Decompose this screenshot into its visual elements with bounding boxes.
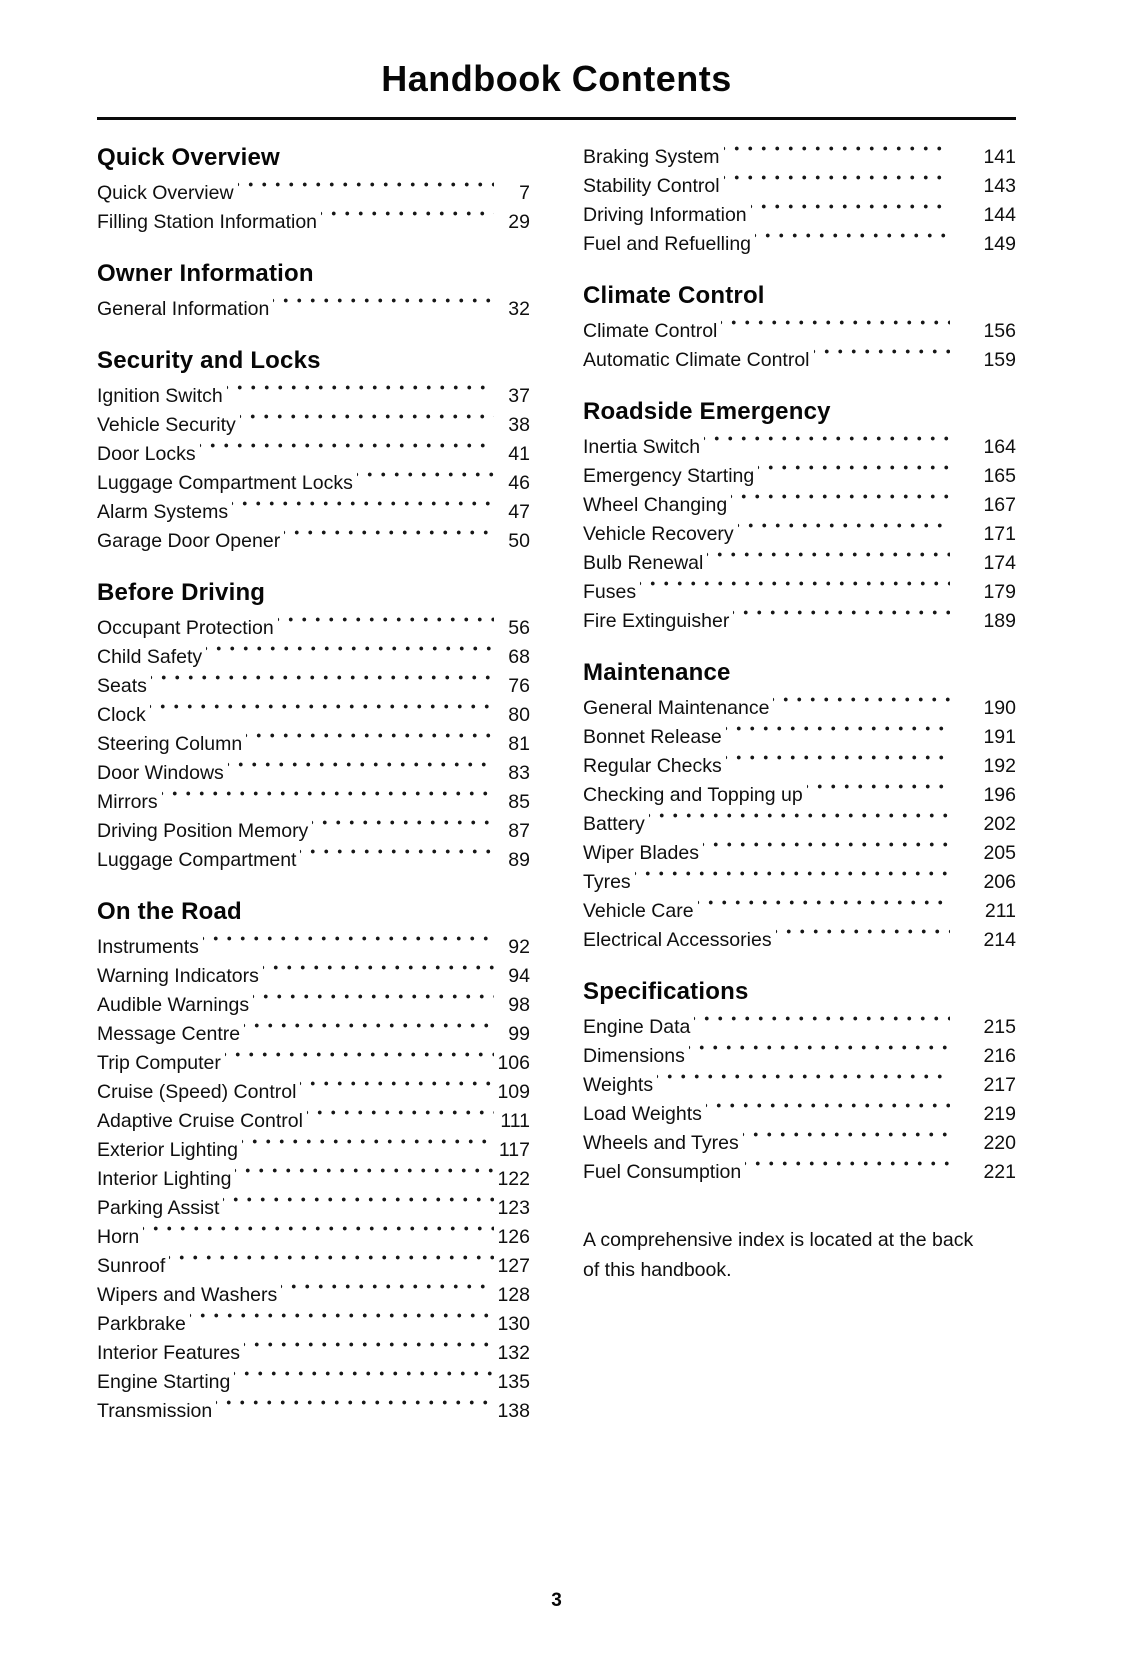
- toc-item-page: 214: [983, 929, 1016, 951]
- toc-item-list: [583, 143, 1016, 259]
- dot-leader: [143, 1223, 494, 1252]
- dot-leader: [758, 462, 950, 491]
- toc-item: [97, 527, 530, 556]
- toc-item: [97, 730, 530, 759]
- toc-item-page: 50: [508, 530, 530, 552]
- toc-item-page: 217: [983, 1074, 1016, 1096]
- toc-item-page: 83: [508, 762, 530, 784]
- toc-item-label: Fuses: [583, 581, 637, 603]
- toc-item: [97, 1049, 530, 1078]
- section-heading: Security and Locks: [97, 347, 321, 374]
- dot-leader: [745, 1158, 950, 1187]
- toc-item: [583, 781, 1016, 810]
- toc-item-page: 141: [983, 146, 1016, 168]
- toc-item: [97, 701, 530, 730]
- dot-leader: [232, 498, 494, 527]
- toc-item: [583, 578, 1016, 607]
- dot-leader: [703, 839, 950, 868]
- toc-item: [97, 1281, 530, 1310]
- toc-item-label: Luggage Compartment Locks: [97, 472, 353, 494]
- title-rule: [97, 117, 1016, 120]
- toc-item-label: Garage Door Opener: [97, 530, 281, 552]
- toc-item-label: Checking and Topping up: [583, 784, 803, 806]
- toc-section-security-and-locks: [97, 346, 530, 556]
- toc-item-label: Horn: [97, 1226, 140, 1248]
- dot-leader: [698, 897, 950, 926]
- toc-section-continued: [583, 143, 1016, 259]
- toc-item: [97, 1165, 530, 1194]
- toc-item: [583, 897, 1016, 926]
- toc-item-page: 109: [497, 1081, 530, 1103]
- toc-item-label: Automatic Climate Control: [583, 349, 810, 371]
- toc-item-page: 41: [508, 443, 530, 465]
- toc-item-label: Luggage Compartment: [97, 849, 297, 871]
- dot-leader: [751, 201, 950, 230]
- toc-item-page: 94: [508, 965, 530, 987]
- toc-item-page: 123: [497, 1197, 530, 1219]
- toc-item-label: Wheel Changing: [583, 494, 728, 516]
- toc-item-label: Parkbrake: [97, 1313, 186, 1335]
- section-heading: On the Road: [97, 898, 242, 925]
- dot-leader: [216, 1397, 494, 1426]
- toc-item-page: 191: [983, 726, 1016, 748]
- dot-leader: [731, 491, 950, 520]
- toc-item-page: 127: [497, 1255, 530, 1277]
- toc-item-list: [97, 179, 530, 237]
- toc-item-list: [583, 433, 1016, 636]
- toc-item: [97, 1223, 530, 1252]
- section-heading: Owner Information: [97, 260, 314, 287]
- toc-item-page: 215: [983, 1016, 1016, 1038]
- toc-item-page: 174: [983, 552, 1016, 574]
- toc-item: [583, 172, 1016, 201]
- toc-item: [97, 1339, 530, 1368]
- dot-leader: [706, 1100, 950, 1129]
- toc-item-page: 149: [983, 233, 1016, 255]
- toc-item-label: Sunroof: [97, 1255, 166, 1277]
- toc-sections-left: [97, 143, 530, 1426]
- toc-section-roadside-emergency: [583, 397, 1016, 636]
- dot-leader: [300, 846, 494, 875]
- toc-item: [583, 433, 1016, 462]
- toc-item-page: 164: [983, 436, 1016, 458]
- toc-item-label: Vehicle Security: [97, 414, 236, 436]
- toc-item: [583, 1042, 1016, 1071]
- toc-item-page: 7: [519, 182, 530, 204]
- dot-leader: [640, 578, 950, 607]
- toc-item-label: Cruise (Speed) Control: [97, 1081, 297, 1103]
- toc-item-label: Driving Position Memory: [97, 820, 309, 842]
- toc-item-list: [97, 295, 530, 324]
- dot-leader: [263, 962, 494, 991]
- toc-item-label: Wiper Blades: [583, 842, 699, 864]
- section-heading: Before Driving: [97, 579, 266, 606]
- toc-item-list: [97, 933, 530, 1426]
- dot-leader: [228, 759, 494, 788]
- toc-item-label: Climate Control: [583, 320, 718, 342]
- toc-section-maintenance: [583, 658, 1016, 955]
- dot-leader: [689, 1042, 950, 1071]
- toc-item-page: 68: [508, 646, 530, 668]
- toc-item: [97, 991, 530, 1020]
- toc-item-page: 165: [983, 465, 1016, 487]
- toc-item-page: 216: [983, 1045, 1016, 1067]
- dot-leader: [321, 208, 494, 237]
- toc-item-label: Door Locks: [97, 443, 196, 465]
- toc-item: [97, 498, 530, 527]
- toc-item: [97, 440, 530, 469]
- toc-item-page: 126: [497, 1226, 530, 1248]
- page-number: 3: [551, 1590, 562, 1611]
- toc-item-label: Exterior Lighting: [97, 1139, 238, 1161]
- toc-item-label: Inertia Switch: [583, 436, 701, 458]
- toc-item-label: Instruments: [97, 936, 199, 958]
- dot-leader: [743, 1129, 950, 1158]
- dot-leader: [733, 607, 950, 636]
- dot-leader: [724, 143, 950, 172]
- toc-item-label: Wipers and Washers: [97, 1284, 278, 1306]
- toc-item: [583, 520, 1016, 549]
- toc-item-page: 81: [508, 733, 530, 755]
- toc-section-climate-control: [583, 281, 1016, 375]
- dot-leader: [312, 817, 494, 846]
- toc-item-label: Trip Computer: [97, 1052, 221, 1074]
- toc-item-page: 202: [983, 813, 1016, 835]
- toc-item-label: Ignition Switch: [97, 385, 223, 407]
- toc-item-label: Alarm Systems: [97, 501, 229, 523]
- dot-leader: [278, 614, 494, 643]
- toc-item-page: 98: [508, 994, 530, 1016]
- dot-leader: [253, 991, 494, 1020]
- toc-item-label: Door Windows: [97, 762, 224, 784]
- toc-item-page: 135: [497, 1371, 530, 1393]
- toc-item: [583, 462, 1016, 491]
- toc-item: [97, 759, 530, 788]
- dot-leader: [738, 520, 950, 549]
- dot-leader: [707, 549, 950, 578]
- toc-item-page: 128: [497, 1284, 530, 1306]
- toc-item-label: Regular Checks: [583, 755, 722, 777]
- dot-leader: [307, 1107, 494, 1136]
- toc-item: [583, 1100, 1016, 1129]
- toc-item: [583, 317, 1016, 346]
- toc-item-label: Filling Station Information: [97, 211, 318, 233]
- toc-item-page: 144: [983, 204, 1016, 226]
- toc-item-label: Load Weights: [583, 1103, 702, 1125]
- dot-leader: [234, 1368, 494, 1397]
- toc-item-label: General Maintenance: [583, 697, 770, 719]
- toc-item-page: 56: [508, 617, 530, 639]
- toc-item-label: Fire Extinguisher: [583, 610, 730, 632]
- toc-item: [583, 723, 1016, 752]
- toc-item-page: 138: [497, 1400, 530, 1422]
- toc-item-page: 122: [497, 1168, 530, 1190]
- dot-leader: [657, 1071, 950, 1100]
- toc-item: [583, 143, 1016, 172]
- toc-item: [97, 1194, 530, 1223]
- toc-item-label: Child Safety: [97, 646, 203, 668]
- dot-leader: [246, 730, 494, 759]
- toc-item-label: Quick Overview: [97, 182, 234, 204]
- toc-item-page: 189: [983, 610, 1016, 632]
- toc-item-label: Occupant Protection: [97, 617, 274, 639]
- toc-item: [97, 1020, 530, 1049]
- toc-item-page: 179: [983, 581, 1016, 603]
- toc-item-page: 80: [508, 704, 530, 726]
- toc-item: [97, 1310, 530, 1339]
- toc-item-label: Bonnet Release: [583, 726, 722, 748]
- toc-item-page: 167: [983, 494, 1016, 516]
- toc-item-list: [583, 317, 1016, 375]
- toc-item-page: 156: [983, 320, 1016, 342]
- toc-item: [583, 1129, 1016, 1158]
- toc-item-label: Transmission: [97, 1400, 213, 1422]
- toc-item: [583, 810, 1016, 839]
- toc-item-page: 85: [508, 791, 530, 813]
- section-heading: Maintenance: [583, 659, 731, 686]
- dot-leader: [151, 672, 494, 701]
- toc-item-page: 130: [497, 1313, 530, 1335]
- toc-item: [97, 672, 530, 701]
- toc-item: [97, 1368, 530, 1397]
- toc-item-label: Stability Control: [583, 175, 720, 197]
- toc-item: [97, 962, 530, 991]
- toc-item: [97, 643, 530, 672]
- toc-item: [583, 839, 1016, 868]
- toc-item-label: Electrical Accessories: [583, 929, 772, 951]
- toc-item-page: 117: [498, 1139, 530, 1161]
- toc-item-label: Wheels and Tyres: [583, 1132, 739, 1154]
- toc-item-label: Emergency Starting: [583, 465, 755, 487]
- dot-leader: [235, 1165, 494, 1194]
- toc-item-page: 206: [983, 871, 1016, 893]
- dot-leader: [694, 1013, 950, 1042]
- toc-item-label: Warning Indicators: [97, 965, 259, 987]
- toc-item: [583, 549, 1016, 578]
- dot-leader: [169, 1252, 494, 1281]
- toc-item-page: 221: [983, 1161, 1016, 1183]
- toc-item-page: 219: [983, 1103, 1016, 1125]
- toc-item: [97, 295, 530, 324]
- toc-item-page: 196: [983, 784, 1016, 806]
- dot-leader: [242, 1136, 494, 1165]
- toc-item-label: Bulb Renewal: [583, 552, 704, 574]
- toc-item: [97, 614, 530, 643]
- section-heading: Quick Overview: [97, 144, 280, 171]
- dot-leader: [190, 1310, 494, 1339]
- dot-leader: [300, 1078, 494, 1107]
- toc-item-list: [583, 694, 1016, 955]
- toc-item: [583, 694, 1016, 723]
- toc-item-label: Tyres: [583, 871, 631, 893]
- toc-item-label: Adaptive Cruise Control: [97, 1110, 303, 1132]
- dot-leader: [162, 788, 494, 817]
- dot-leader: [200, 440, 494, 469]
- dot-leader: [227, 382, 494, 411]
- index-note: A comprehensive index is located at the back of this handbook.: [583, 1229, 974, 1281]
- toc-section-specifications: [583, 977, 1016, 1187]
- toc-item-label: Fuel Consumption: [583, 1161, 742, 1183]
- toc-item: [583, 201, 1016, 230]
- toc-item: [97, 1136, 530, 1165]
- toc-item: [97, 411, 530, 440]
- toc-item-page: 220: [983, 1132, 1016, 1154]
- toc-item-list: [583, 1013, 1016, 1187]
- toc-item-page: 106: [497, 1052, 530, 1074]
- dot-leader: [240, 411, 494, 440]
- dot-leader: [776, 926, 950, 955]
- toc-item-page: 111: [500, 1110, 530, 1132]
- toc-item: [97, 1078, 530, 1107]
- toc-item-list: [97, 614, 530, 875]
- dot-leader: [807, 781, 950, 810]
- toc-item: [97, 179, 530, 208]
- toc-item-page: 205: [983, 842, 1016, 864]
- toc-item: [97, 788, 530, 817]
- toc-item: [97, 846, 530, 875]
- dot-leader: [206, 643, 494, 672]
- toc-item: [583, 868, 1016, 897]
- section-heading: Specifications: [583, 978, 749, 1005]
- toc-item-label: Engine Starting: [97, 1371, 231, 1393]
- toc-item-page: 132: [497, 1342, 530, 1364]
- toc-item-label: Seats: [97, 675, 147, 697]
- toc-item-label: Vehicle Recovery: [583, 523, 734, 545]
- toc-columns: [97, 143, 1016, 1426]
- toc-item-page: 211: [984, 900, 1016, 922]
- toc-item-label: Engine Data: [583, 1016, 691, 1038]
- toc-item-page: 159: [983, 349, 1016, 371]
- toc-item: [583, 491, 1016, 520]
- toc-item: [583, 1071, 1016, 1100]
- toc-item: [97, 208, 530, 237]
- toc-item-page: 92: [508, 936, 530, 958]
- toc-item-label: Battery: [583, 813, 645, 835]
- toc-item: [97, 817, 530, 846]
- dot-leader: [225, 1049, 494, 1078]
- toc-item-page: 87: [508, 820, 530, 842]
- toc-item-label: Braking System: [583, 146, 720, 168]
- dot-leader: [721, 317, 950, 346]
- toc-item-page: 46: [508, 472, 530, 494]
- toc-item-label: Interior Lighting: [97, 1168, 232, 1190]
- toc-item: [583, 346, 1016, 375]
- toc-item: [97, 1252, 530, 1281]
- toc-item-page: 190: [983, 697, 1016, 719]
- dot-leader: [244, 1339, 494, 1368]
- toc-item-label: Audible Warnings: [97, 994, 250, 1016]
- toc-item-page: 76: [508, 675, 530, 697]
- dot-leader: [203, 933, 494, 962]
- dot-leader: [755, 230, 950, 259]
- toc-item: [97, 1107, 530, 1136]
- toc-item-label: Fuel and Refuelling: [583, 233, 752, 255]
- toc-item-label: Vehicle Care: [583, 900, 694, 922]
- toc-item: [97, 382, 530, 411]
- dot-leader: [281, 1281, 494, 1310]
- toc-item: [97, 469, 530, 498]
- toc-item-label: Mirrors: [97, 791, 158, 813]
- dot-leader: [773, 694, 950, 723]
- section-heading: Roadside Emergency: [583, 398, 831, 425]
- toc-item-label: Parking Assist: [97, 1197, 220, 1219]
- toc-item-page: 89: [508, 849, 530, 871]
- dot-leader: [150, 701, 494, 730]
- toc-item: [583, 230, 1016, 259]
- toc-column-left: [97, 143, 530, 1426]
- dot-leader: [357, 469, 494, 498]
- toc-item-label: Clock: [97, 704, 146, 726]
- dot-leader: [726, 723, 950, 752]
- dot-leader: [284, 527, 494, 556]
- toc-item-label: General Information: [97, 298, 270, 320]
- toc-sections-right: [583, 143, 1016, 1187]
- dot-leader: [273, 295, 494, 324]
- toc-item-page: 99: [508, 1023, 530, 1045]
- toc-item-page: 37: [508, 385, 530, 407]
- toc-item: [97, 933, 530, 962]
- toc-item-page: 29: [508, 211, 530, 233]
- toc-item-label: Driving Information: [583, 204, 747, 226]
- toc-item-page: 143: [983, 175, 1016, 197]
- toc-item-label: Steering Column: [97, 733, 243, 755]
- toc-item-page: 38: [508, 414, 530, 436]
- toc-item-list: [97, 382, 530, 556]
- dot-leader: [238, 179, 494, 208]
- toc-item-page: 32: [508, 298, 530, 320]
- toc-column-right: [583, 143, 1016, 1426]
- toc-section-quick-overview: [97, 143, 530, 237]
- toc-item: [583, 1013, 1016, 1042]
- dot-leader: [244, 1020, 494, 1049]
- toc-item: [583, 607, 1016, 636]
- toc-item-page: 171: [983, 523, 1016, 545]
- toc-item: [583, 1158, 1016, 1187]
- toc-item-label: Weights: [583, 1074, 654, 1096]
- toc-section-owner-information: [97, 259, 530, 324]
- toc-item-label: Interior Features: [97, 1342, 241, 1364]
- toc-item: [583, 752, 1016, 781]
- dot-leader: [635, 868, 950, 897]
- dot-leader: [814, 346, 951, 375]
- dot-leader: [724, 172, 950, 201]
- toc-item-page: 192: [983, 755, 1016, 777]
- dot-leader: [649, 810, 950, 839]
- dot-leader: [726, 752, 950, 781]
- toc-item-page: 47: [508, 501, 530, 523]
- toc-section-before-driving: [97, 578, 530, 875]
- toc-item-label: Message Centre: [97, 1023, 241, 1045]
- toc-section-on-the-road: [97, 897, 530, 1426]
- toc-item: [583, 926, 1016, 955]
- toc-item: [97, 1397, 530, 1426]
- dot-leader: [223, 1194, 494, 1223]
- toc-item-label: Dimensions: [583, 1045, 685, 1067]
- section-heading: Climate Control: [583, 282, 765, 309]
- dot-leader: [704, 433, 950, 462]
- page-title: Handbook Contents: [381, 58, 732, 99]
